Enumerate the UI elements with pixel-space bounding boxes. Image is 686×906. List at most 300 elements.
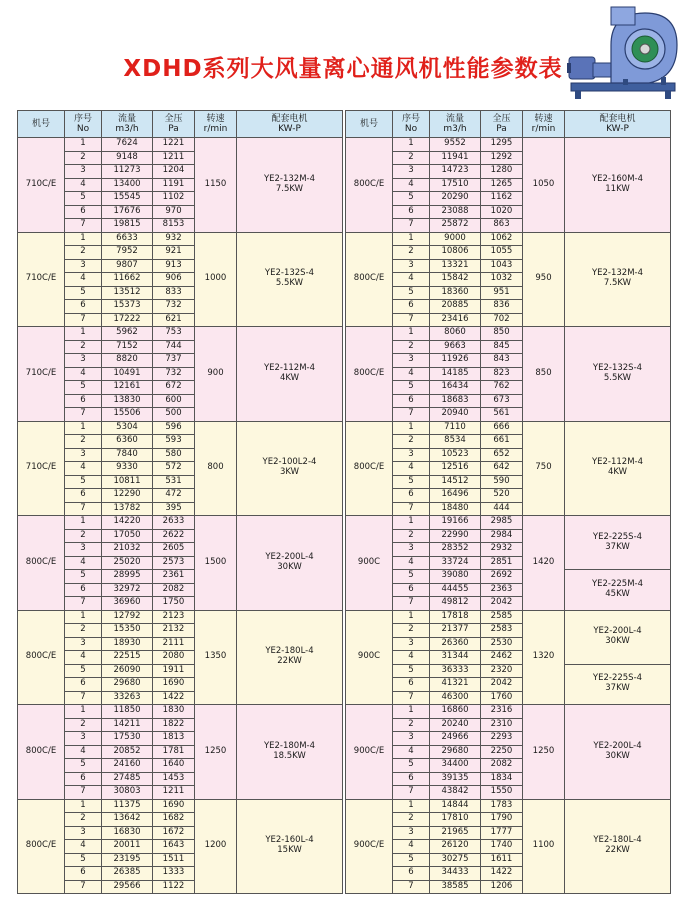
flow-value: 18480	[430, 502, 481, 516]
pressure-value: 1265	[481, 178, 523, 192]
row-number: 7	[65, 691, 102, 705]
row-number: 1	[393, 421, 430, 435]
table-row	[346, 138, 671, 152]
motor-power: 15KW	[277, 845, 302, 856]
pressure-value: 472	[153, 489, 195, 503]
flow-value: 28995	[102, 570, 153, 584]
row-number: 3	[65, 732, 102, 746]
motor-cell	[565, 705, 671, 800]
speed-cell: 1500	[195, 516, 237, 611]
flow-value: 15506	[102, 408, 153, 422]
pressure-value: 970	[153, 205, 195, 219]
model-cell: 800C/E	[346, 327, 393, 422]
pressure-value: 2984	[481, 529, 523, 543]
row-number: 1	[393, 232, 430, 246]
row-number: 5	[393, 759, 430, 773]
flow-value: 18360	[430, 286, 481, 300]
header-no-line: No	[404, 124, 418, 134]
row-number: 2	[393, 718, 430, 732]
row-number: 4	[65, 556, 102, 570]
pressure-value: 1511	[153, 853, 195, 867]
row-number: 1	[393, 799, 430, 813]
header-no	[393, 111, 430, 138]
pressure-value: 561	[481, 408, 523, 422]
flow-value: 9330	[102, 462, 153, 476]
flow-value: 16860	[430, 705, 481, 719]
pressure-value: 642	[481, 462, 523, 476]
pressure-value: 673	[481, 394, 523, 408]
flow-value: 11926	[430, 354, 481, 368]
row-number: 6	[65, 678, 102, 692]
flow-value: 6360	[102, 435, 153, 449]
row-number: 4	[393, 462, 430, 476]
pressure-value: 395	[153, 502, 195, 516]
pressure-value: 2316	[481, 705, 523, 719]
table-row	[346, 327, 671, 341]
table-row	[18, 516, 343, 530]
row-number: 1	[65, 327, 102, 341]
flow-value: 18683	[430, 394, 481, 408]
pressure-value: 444	[481, 502, 523, 516]
pressure-value: 2082	[153, 583, 195, 597]
motor-model: YE2-132M-4	[591, 268, 644, 279]
motor-model: YE2-160M-4	[591, 173, 644, 184]
row-number: 6	[65, 489, 102, 503]
pressure-value: 2250	[481, 745, 523, 759]
table-row	[346, 516, 671, 530]
model-cell: 900C	[346, 610, 393, 705]
model-cell: 710C/E	[18, 327, 65, 422]
table-row	[18, 610, 343, 624]
flow-value: 9000	[430, 232, 481, 246]
pressure-value: 1102	[153, 192, 195, 206]
table-row	[346, 610, 671, 624]
flow-value: 23195	[102, 853, 153, 867]
header-pressure	[153, 111, 195, 138]
motor-power: 18.5KW	[273, 750, 306, 761]
row-number: 5	[65, 192, 102, 206]
row-number: 1	[65, 799, 102, 813]
pressure-value: 1204	[153, 165, 195, 179]
motor-cell	[237, 232, 343, 327]
flow-value: 9552	[430, 138, 481, 152]
speed-cell: 1150	[195, 138, 237, 233]
flow-value: 14220	[102, 516, 153, 530]
motor-power: 37KW	[605, 541, 630, 552]
speed-cell: 1050	[523, 138, 565, 233]
flow-value: 10523	[430, 448, 481, 462]
flow-value: 14723	[430, 165, 481, 179]
pressure-value: 2293	[481, 732, 523, 746]
header-motor	[237, 111, 343, 138]
row-number: 6	[393, 772, 430, 786]
pressure-value: 1211	[153, 151, 195, 165]
flow-value: 15842	[430, 273, 481, 287]
motor-model: YE2-160L-4	[265, 835, 314, 846]
flow-value: 16434	[430, 381, 481, 395]
pressure-value: 572	[153, 462, 195, 476]
pressure-value: 906	[153, 273, 195, 287]
row-number: 4	[65, 462, 102, 476]
flow-value: 20940	[430, 408, 481, 422]
header-speed	[195, 111, 237, 138]
row-number: 7	[393, 880, 430, 894]
pressure-value: 732	[153, 300, 195, 314]
model-cell: 800C/E	[18, 610, 65, 705]
pressure-value: 1822	[153, 718, 195, 732]
flow-value: 10806	[430, 246, 481, 260]
motor-power: 3KW	[279, 467, 300, 478]
pressure-value: 1280	[481, 165, 523, 179]
flow-value: 31344	[430, 651, 481, 665]
flow-value: 8820	[102, 354, 153, 368]
speed-cell: 1250	[523, 705, 565, 800]
row-number: 6	[393, 867, 430, 881]
flow-value: 13512	[102, 286, 153, 300]
flow-value: 43842	[430, 786, 481, 800]
flow-value: 15545	[102, 192, 153, 206]
motor-power: 7.5KW	[603, 278, 632, 289]
pressure-value: 1790	[481, 813, 523, 827]
speed-cell: 750	[523, 421, 565, 516]
flow-value: 10491	[102, 367, 153, 381]
row-number: 2	[393, 435, 430, 449]
motor-cell	[565, 516, 671, 570]
row-number: 6	[65, 300, 102, 314]
speed-cell: 950	[523, 232, 565, 327]
pressure-value: 753	[153, 327, 195, 341]
speed-cell: 800	[195, 421, 237, 516]
pressure-value: 1191	[153, 178, 195, 192]
motor-power: 30KW	[605, 636, 630, 646]
pressure-value: 2123	[153, 610, 195, 624]
flow-value: 17818	[430, 610, 481, 624]
motor-model: YE2-180L-4	[265, 646, 314, 657]
header-motor-line: 配套电机	[599, 113, 636, 124]
row-number: 4	[65, 273, 102, 287]
pressure-value: 744	[153, 340, 195, 354]
motor-model: YE2-132S-4	[592, 362, 643, 373]
motor-model: YE2-100L2-4	[262, 457, 317, 468]
row-number: 1	[393, 138, 430, 152]
row-number: 3	[65, 354, 102, 368]
motor-cell	[565, 421, 671, 516]
pressure-value: 1783	[481, 799, 523, 813]
pressure-value: 1760	[481, 691, 523, 705]
pressure-value: 1295	[481, 138, 523, 152]
flow-value: 20290	[430, 192, 481, 206]
pressure-value: 580	[153, 448, 195, 462]
centrifugal-fan-illustration	[565, 5, 681, 105]
pressure-value: 702	[481, 313, 523, 327]
header-motor-line: KW-P	[278, 124, 301, 134]
pressure-value: 1830	[153, 705, 195, 719]
motor-cell	[565, 138, 671, 233]
speed-cell: 900	[195, 327, 237, 422]
pressure-value: 951	[481, 286, 523, 300]
flow-value: 17810	[430, 813, 481, 827]
flow-value: 8534	[430, 435, 481, 449]
model-cell: 710C/E	[18, 232, 65, 327]
row-number: 4	[393, 745, 430, 759]
row-number: 7	[393, 691, 430, 705]
motor-model: YE2-200L-4	[593, 626, 642, 637]
motor-model: YE2-132M-4	[263, 173, 316, 184]
flow-value: 33724	[430, 556, 481, 570]
header-pressure-line: 全压	[492, 113, 511, 124]
row-number: 2	[65, 340, 102, 354]
flow-value: 15373	[102, 300, 153, 314]
motor-cell	[565, 664, 671, 705]
flow-value: 30803	[102, 786, 153, 800]
row-number: 2	[65, 435, 102, 449]
motor-model: YE2-112M-4	[591, 457, 644, 468]
row-number: 7	[65, 786, 102, 800]
flow-value: 6633	[102, 232, 153, 246]
row-number: 6	[393, 300, 430, 314]
pressure-value: 2042	[481, 678, 523, 692]
motor-power: 45KW	[605, 588, 630, 599]
flow-value: 26360	[430, 637, 481, 651]
row-number: 3	[393, 165, 430, 179]
header-pressure-line: Pa	[168, 124, 179, 134]
row-number: 5	[65, 286, 102, 300]
row-number: 6	[393, 583, 430, 597]
flow-value: 13782	[102, 502, 153, 516]
row-number: 2	[393, 624, 430, 638]
row-number: 3	[393, 637, 430, 651]
row-number: 4	[393, 651, 430, 665]
flow-value: 5962	[102, 327, 153, 341]
pressure-value: 1062	[481, 232, 523, 246]
flow-value: 12516	[430, 462, 481, 476]
flow-value: 24966	[430, 732, 481, 746]
pressure-value: 1292	[481, 151, 523, 165]
row-number: 5	[65, 664, 102, 678]
row-number: 4	[393, 367, 430, 381]
row-number: 1	[65, 232, 102, 246]
flow-value: 26090	[102, 664, 153, 678]
row-number: 7	[65, 597, 102, 611]
flow-value: 9663	[430, 340, 481, 354]
pressure-value: 2622	[153, 529, 195, 543]
pressure-value: 621	[153, 313, 195, 327]
pressure-value: 2462	[481, 651, 523, 665]
pressure-value: 2585	[481, 610, 523, 624]
pressure-value: 2132	[153, 624, 195, 638]
motor-power: 11KW	[605, 183, 630, 194]
pressure-value: 823	[481, 367, 523, 381]
row-number: 4	[393, 273, 430, 287]
flow-value: 21377	[430, 624, 481, 638]
motor-cell	[565, 232, 671, 327]
motor-model: YE2-132S-4	[264, 268, 315, 279]
table-row	[346, 664, 671, 678]
pressure-value: 1122	[153, 880, 195, 894]
row-number: 7	[65, 408, 102, 422]
speed-cell: 1250	[195, 705, 237, 800]
row-number: 1	[65, 138, 102, 152]
row-number: 3	[65, 259, 102, 273]
row-number: 4	[65, 367, 102, 381]
page-title: XDHD系列大风量离心通风机性能参数表	[123, 56, 563, 82]
motor-model: YE2-180M-4	[263, 740, 316, 751]
pressure-value: 863	[481, 219, 523, 233]
flow-value: 17676	[102, 205, 153, 219]
flow-value: 14185	[430, 367, 481, 381]
row-number: 2	[393, 529, 430, 543]
row-number: 5	[65, 853, 102, 867]
motor-cell	[237, 799, 343, 894]
flow-value: 29566	[102, 880, 153, 894]
speed-cell: 850	[523, 327, 565, 422]
row-number: 2	[65, 151, 102, 165]
row-number: 3	[393, 259, 430, 273]
flow-value: 11662	[102, 273, 153, 287]
model-cell: 800C/E	[18, 516, 65, 611]
row-number: 5	[393, 286, 430, 300]
header-row	[18, 111, 343, 138]
flow-value: 9807	[102, 259, 153, 273]
row-number: 2	[393, 246, 430, 260]
flow-value: 21965	[430, 826, 481, 840]
pressure-value: 672	[153, 381, 195, 395]
flow-value: 38585	[430, 880, 481, 894]
header-motor	[565, 111, 671, 138]
motor-model: YE2-180L-4	[593, 835, 642, 846]
header-no-line: 序号	[73, 113, 92, 124]
table-row	[346, 570, 671, 584]
motor-power: 22KW	[277, 656, 302, 667]
table-row	[18, 705, 343, 719]
pressure-value: 843	[481, 354, 523, 368]
row-number: 6	[65, 867, 102, 881]
pressure-value: 2082	[481, 759, 523, 773]
pressure-value: 1640	[153, 759, 195, 773]
model-cell: 710C/E	[18, 138, 65, 233]
pressure-value: 737	[153, 354, 195, 368]
flow-value: 14844	[430, 799, 481, 813]
pressure-value: 2320	[481, 664, 523, 678]
row-number: 4	[393, 178, 430, 192]
flow-value: 22990	[430, 529, 481, 543]
row-number: 6	[393, 678, 430, 692]
header-flow-line: 流量	[117, 113, 136, 124]
flow-value: 25020	[102, 556, 153, 570]
row-number: 3	[393, 826, 430, 840]
model-cell: 800C/E	[18, 799, 65, 894]
table-row	[346, 232, 671, 246]
flow-value: 32972	[102, 583, 153, 597]
row-number: 1	[65, 516, 102, 530]
motor-model: YE2-112M-4	[263, 362, 316, 373]
row-number: 2	[393, 340, 430, 354]
flow-value: 16830	[102, 826, 153, 840]
header-speed-line: 转速	[206, 113, 225, 124]
motor-model: YE2-200L-4	[593, 740, 642, 751]
flow-value: 17530	[102, 732, 153, 746]
header-no-line: 序号	[401, 113, 420, 124]
pressure-value: 2932	[481, 543, 523, 557]
pressure-value: 1333	[153, 867, 195, 881]
pressure-value: 2985	[481, 516, 523, 530]
row-number: 2	[65, 624, 102, 638]
flow-value: 14512	[430, 475, 481, 489]
row-number: 1	[393, 705, 430, 719]
pressure-value: 1043	[481, 259, 523, 273]
header-no-line: No	[76, 124, 90, 134]
pressure-value: 1422	[153, 691, 195, 705]
flow-value: 12290	[102, 489, 153, 503]
flow-value: 7952	[102, 246, 153, 260]
motor-cell	[237, 516, 343, 611]
row-number: 3	[393, 543, 430, 557]
row-number: 3	[65, 448, 102, 462]
pressure-value: 762	[481, 381, 523, 395]
model-cell: 800C/E	[346, 232, 393, 327]
pressure-value: 2080	[153, 651, 195, 665]
pressure-value: 2573	[153, 556, 195, 570]
pressure-value: 1422	[481, 867, 523, 881]
pressure-value: 2361	[153, 570, 195, 584]
flow-value: 36960	[102, 597, 153, 611]
flow-value: 20852	[102, 745, 153, 759]
row-number: 3	[393, 732, 430, 746]
pressure-value: 1032	[481, 273, 523, 287]
pressure-value: 1777	[481, 826, 523, 840]
pressure-value: 2042	[481, 597, 523, 611]
row-number: 5	[393, 570, 430, 584]
pressure-value: 652	[481, 448, 523, 462]
flow-value: 44455	[430, 583, 481, 597]
flow-value: 34400	[430, 759, 481, 773]
pressure-value: 2583	[481, 624, 523, 638]
motor-model: YE2-200L-4	[265, 551, 314, 562]
header-speed	[523, 111, 565, 138]
row-number: 5	[65, 475, 102, 489]
motor-cell	[237, 327, 343, 422]
row-number: 4	[65, 178, 102, 192]
row-number: 7	[393, 408, 430, 422]
row-number: 3	[65, 165, 102, 179]
model-cell: 800C/E	[346, 421, 393, 516]
motor-cell	[565, 610, 671, 664]
flow-value: 14211	[102, 718, 153, 732]
pressure-value: 2530	[481, 637, 523, 651]
motor-cell	[565, 570, 671, 611]
row-number: 6	[393, 394, 430, 408]
pressure-value: 1550	[481, 786, 523, 800]
pressure-value: 850	[481, 327, 523, 341]
flow-value: 9148	[102, 151, 153, 165]
motor-power: 7.5KW	[275, 183, 304, 194]
row-number: 4	[65, 651, 102, 665]
speed-cell: 1200	[195, 799, 237, 894]
pressure-value: 1750	[153, 597, 195, 611]
model-cell: 710C/E	[18, 421, 65, 516]
pressure-value: 2851	[481, 556, 523, 570]
row-number: 3	[393, 354, 430, 368]
pressure-value: 913	[153, 259, 195, 273]
flow-value: 23416	[430, 313, 481, 327]
pressure-value: 8153	[153, 219, 195, 233]
pressure-value: 666	[481, 421, 523, 435]
table-row	[18, 327, 343, 341]
pressure-value: 921	[153, 246, 195, 260]
flow-value: 27485	[102, 772, 153, 786]
motor-power: 30KW	[605, 750, 630, 761]
flow-value: 7840	[102, 448, 153, 462]
